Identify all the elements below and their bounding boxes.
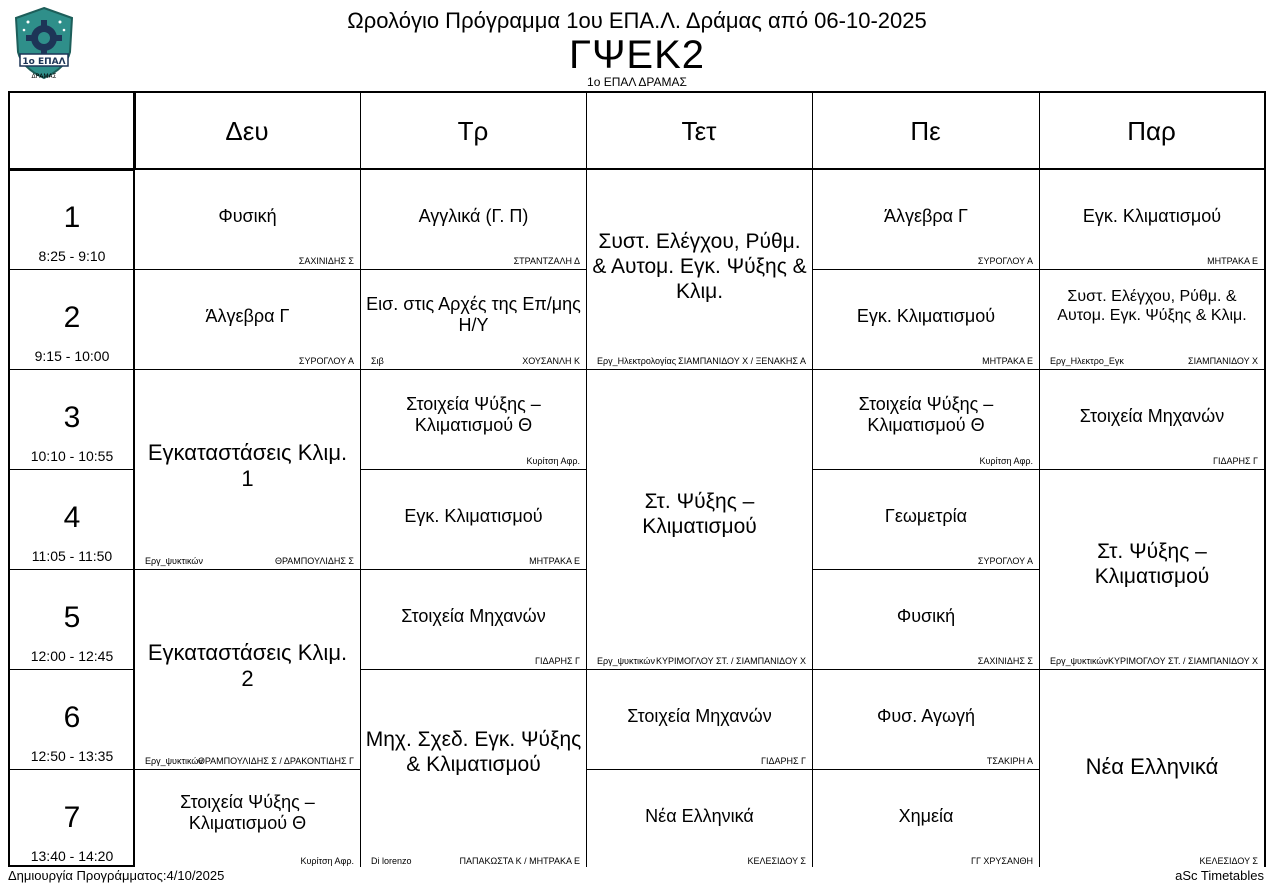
lesson-teacher: ΣΑΧΙΝΙΔΗΣ Σ — [298, 256, 354, 266]
lesson-room: Σιβ — [371, 356, 384, 366]
lesson-cell[interactable] — [587, 770, 812, 869]
lesson-subject: Εγκ. Κλιματισμού — [856, 306, 996, 326]
lesson-cell[interactable] — [135, 170, 360, 269]
lesson-teacher: ΓΓ ΧΡΥΣΑΝΘΗ — [971, 856, 1033, 866]
lesson-teacher: ΘΡΑΜΠΟΥΛΙΔΗΣ Σ — [274, 556, 354, 566]
lesson-teacher: ΣΙΑΜΠΑΝΙΔΟΥ Χ — [1188, 356, 1258, 366]
period-time: 12:50 - 13:35 — [30, 748, 114, 764]
lesson-teacher: ΜΗΤΡΑΚΑ Ε — [1207, 256, 1258, 266]
lesson-subject: Συστ. Ελέγχου, Ρύθμ. & Αυτομ. Εγκ. Ψύξης & Κλιμ. — [592, 230, 807, 303]
lesson-teacher: Κυρίτση Αφρ. — [300, 856, 354, 866]
lesson-room: Εργ_ψυκτικών — [597, 656, 655, 666]
lesson-subject: Στοιχεία Ψύξης – Κλιματισμού Θ — [180, 792, 315, 834]
school-name: 1ο ΕΠΑΛ ΔΡΑΜΑΣ — [587, 75, 687, 89]
lesson-subject: Συστ. Ελέγχου, Ρύθμ. & Αυτομ. Εγκ. Ψύξης & Κλιμ. — [1057, 288, 1247, 324]
page-title: Ωρολόγιο Πρόγραμμα 1ου ΕΠΑ.Λ. Δράμας από 06-10-2025 — [347, 8, 927, 33]
lesson-cell[interactable] — [361, 670, 586, 869]
lesson-subject: Εγκαταστάσεις Κλιμ. 1 — [147, 440, 348, 491]
lesson-cell[interactable] — [587, 170, 812, 369]
timetable-grid — [8, 91, 1266, 867]
svg-text:ΔΡΑΜΑΣ: ΔΡΑΜΑΣ — [31, 73, 57, 80]
lesson-subject: Αγγλικά (Γ. Π) — [418, 206, 529, 226]
lesson-teacher: ΣΑΧΙΝΙΔΗΣ Σ — [977, 656, 1033, 666]
lesson-cell[interactable] — [361, 570, 586, 669]
period-time: 12:00 - 12:45 — [30, 648, 114, 664]
lesson-teacher: ΜΗΤΡΑΚΑ Ε — [982, 356, 1033, 366]
lesson-teacher: ΚΕΛΕΣΙΔΟΥ Σ — [1199, 856, 1258, 866]
day-header: Παρ — [1127, 115, 1176, 146]
period-number: 4 — [63, 501, 81, 534]
lesson-subject: Εγκ. Κλιματισμού — [1082, 206, 1222, 226]
lesson-cell[interactable] — [1040, 370, 1264, 469]
lesson-cell[interactable] — [361, 170, 586, 269]
lesson-teacher: ΓΙΔΑΡΗΣ Γ — [1213, 456, 1258, 466]
lesson-cell[interactable] — [813, 670, 1039, 769]
period-number: 2 — [63, 301, 81, 334]
lesson-subject: Νέα Ελληνικά — [645, 806, 754, 826]
lesson-teacher: ΣΥΡΟΓΛΟΥ Α — [977, 256, 1033, 266]
lesson-cell[interactable] — [135, 270, 360, 369]
lesson-teacher: ΚΕΛΕΣΙΔΟΥ Σ — [747, 856, 806, 866]
period-number: 5 — [63, 601, 81, 634]
created-date: Δημιουργία Προγράμματος:4/10/2025 — [8, 868, 225, 883]
period-number: 3 — [63, 401, 81, 434]
lesson-cell[interactable] — [1040, 670, 1264, 869]
lesson-teacher: ΣΤΡΑΝΤΖΑΛΗ Δ — [513, 256, 580, 266]
lesson-cell[interactable] — [1040, 270, 1264, 369]
lesson-subject: Στοιχεία Μηχανών — [401, 606, 546, 626]
period-time: 8:25 - 9:10 — [38, 248, 106, 264]
day-header: Πε — [910, 115, 941, 146]
day-header: Δευ — [225, 115, 269, 146]
lesson-room: Εργ_ψυκτικών — [1050, 656, 1108, 666]
lesson-room: Εργ_ψυκτικών — [145, 756, 203, 766]
svg-text:1ο ΕΠΑΛ: 1ο ΕΠΑΛ — [22, 57, 66, 67]
lesson-cell[interactable] — [813, 370, 1039, 469]
lesson-subject: Στοιχεία Μηχανών — [1079, 406, 1225, 426]
period-number: 7 — [63, 801, 81, 834]
lesson-teacher: ΧΟΥΣΑΝΛΗ Κ — [522, 356, 580, 366]
lesson-teacher: Κυρίτση Αφρ. — [979, 456, 1033, 466]
lesson-subject: Γεωμετρία — [884, 506, 968, 526]
day-header: Τετ — [681, 115, 717, 146]
lesson-subject: Εγκαταστάσεις Κλιμ. 2 — [147, 640, 348, 691]
lesson-teacher: ΤΣΑΚΙΡΗ Α — [986, 756, 1033, 766]
period-time: 11:05 - 11:50 — [31, 548, 113, 564]
period-time: 9:15 - 10:00 — [34, 348, 110, 364]
lesson-subject: Άλγεβρα Γ — [884, 206, 968, 226]
lesson-subject: Μηχ. Σχεδ. Εγκ. Ψύξης & Κλιματισμού — [365, 728, 582, 776]
period-time: 13:40 - 14:20 — [30, 848, 114, 864]
lesson-cell[interactable] — [813, 770, 1039, 869]
lesson-subject: Νέα Ελληνικά — [1085, 754, 1219, 779]
lesson-teacher: ΣΙΑΜΠΑΝΙΔΟΥ Χ / ΞΕΝΑΚΗΣ Α — [678, 356, 806, 366]
lesson-cell[interactable] — [1040, 170, 1264, 269]
lesson-cell[interactable] — [813, 270, 1039, 369]
lesson-teacher: Κυρίτση Αφρ. — [526, 456, 580, 466]
lesson-subject: Εγκ. Κλιματισμού — [404, 506, 543, 526]
lesson-subject: Φυσ. Αγωγή — [876, 706, 976, 726]
lesson-cell[interactable] — [813, 170, 1039, 269]
lesson-cell[interactable] — [813, 470, 1039, 569]
lesson-room: Εργ_ψυκτικών — [145, 556, 203, 566]
lesson-cell[interactable] — [361, 270, 586, 369]
lesson-teacher: ΚΥΡΙΜΟΓΛΟΥ ΣΤ. / ΣΙΑΜΠΑΝΙΔΟΥ Χ — [1107, 656, 1258, 666]
lesson-cell[interactable] — [587, 370, 812, 669]
lesson-cell[interactable] — [361, 370, 586, 469]
lesson-subject: Στοιχεία Ψύξης – Κλιματισμού Θ — [858, 394, 994, 436]
lesson-subject: Εισ. στις Αρχές της Επ/μης Η/Υ — [366, 294, 581, 336]
lesson-teacher: ΠΑΠΑΚΩΣΤΑ Κ / ΜΗΤΡΑΚΑ Ε — [459, 856, 580, 866]
lesson-subject: Στοιχεία Ψύξης – Κλιματισμού Θ — [406, 394, 541, 436]
lesson-room: Εργ_Ηλεκτρο_Εγκ — [1050, 356, 1124, 366]
lesson-cell[interactable] — [587, 670, 812, 769]
lesson-subject: Χημεία — [898, 806, 954, 826]
lesson-subject: Στ. Ψύξης – Κλιματισμού — [642, 490, 757, 538]
lesson-subject: Φυσική — [218, 206, 277, 226]
lesson-teacher: ΘΡΑΜΠΟΥΛΙΔΗΣ Σ / ΔΡΑΚΟΝΤΙΔΗΣ Γ — [197, 756, 354, 766]
lesson-room: Di lorenzo — [371, 856, 412, 866]
lesson-subject: Στ. Ψύξης – Κλιματισμού — [1094, 540, 1210, 588]
lesson-subject: Στοιχεία Μηχανών — [627, 706, 772, 726]
software-credit: aSc Timetables — [1175, 868, 1264, 883]
day-header: Τρ — [457, 115, 489, 146]
lesson-cell[interactable] — [813, 570, 1039, 669]
lesson-cell[interactable] — [135, 770, 360, 869]
lesson-cell[interactable] — [1040, 470, 1264, 669]
lesson-subject: Φυσική — [896, 606, 956, 626]
lesson-teacher: ΓΙΔΑΡΗΣ Γ — [761, 756, 806, 766]
lesson-cell[interactable] — [361, 470, 586, 569]
lesson-teacher: ΣΥΡΟΓΛΟΥ Α — [298, 356, 354, 366]
class-name: ΓΨΕΚ2 — [568, 33, 706, 77]
lesson-teacher: ΓΙΔΑΡΗΣ Γ — [535, 656, 580, 666]
period-number: 6 — [63, 701, 81, 734]
period-time: 10:10 - 10:55 — [30, 448, 114, 464]
lesson-cell[interactable] — [135, 570, 360, 769]
lesson-subject: Άλγεβρα Γ — [205, 306, 290, 326]
lesson-room: Εργ_Ηλεκτρολογίας — [597, 356, 677, 366]
lesson-teacher: ΣΥΡΟΓΛΟΥ Α — [977, 556, 1033, 566]
lesson-teacher: ΚΥΡΙΜΟΓΛΟΥ ΣΤ. / ΣΙΑΜΠΑΝΙΔΟΥ Χ — [655, 656, 806, 666]
period-number: 1 — [63, 201, 81, 234]
lesson-teacher: ΜΗΤΡΑΚΑ Ε — [529, 556, 580, 566]
lesson-cell[interactable] — [135, 370, 360, 569]
